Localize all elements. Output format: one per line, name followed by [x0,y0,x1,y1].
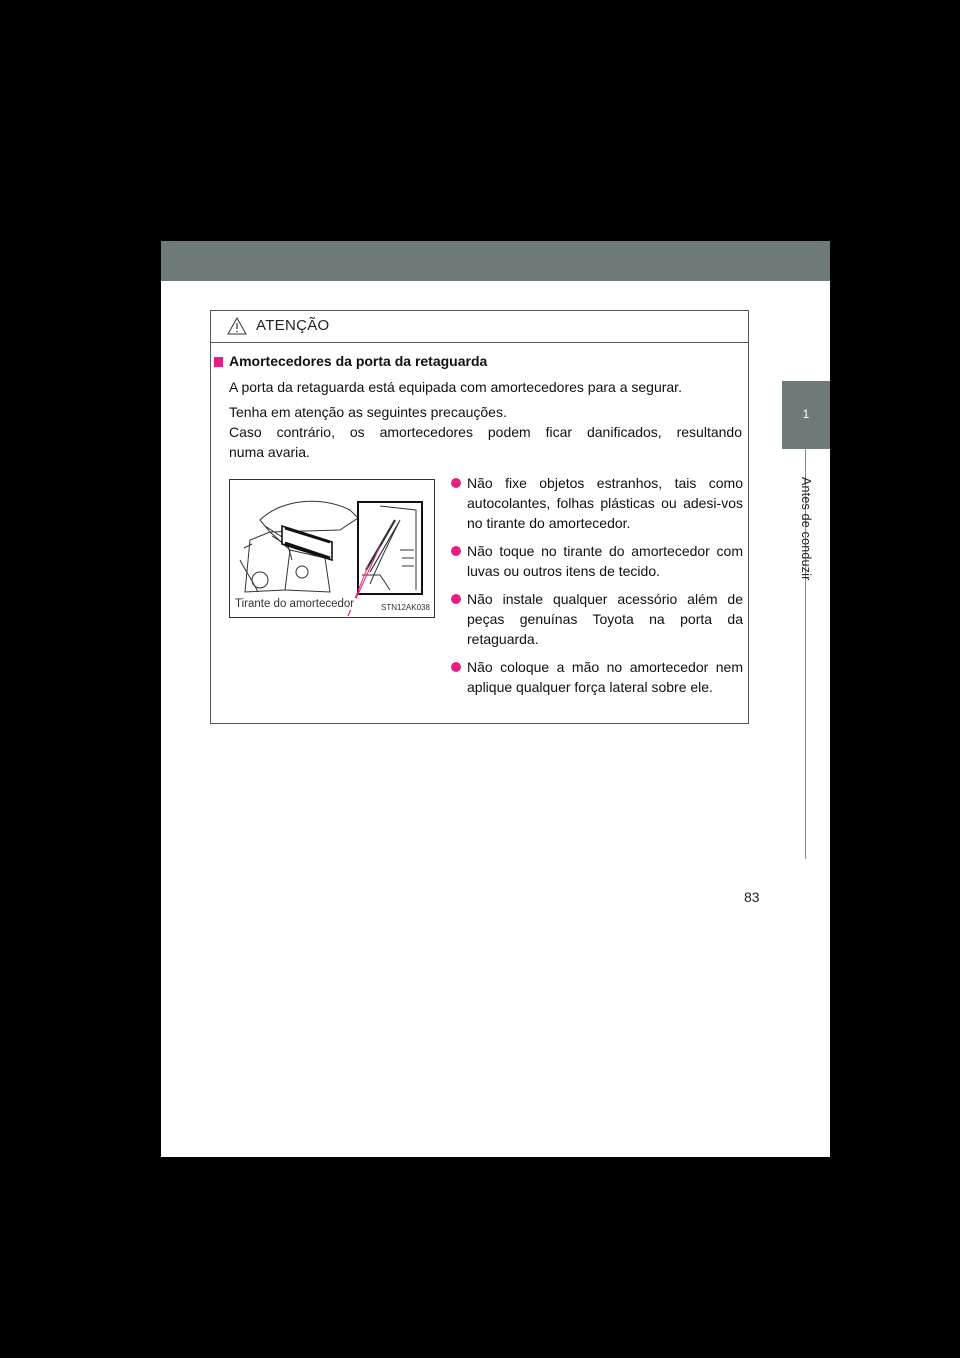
list-item-text: Não coloque a mão no amortecedor nem aplique qualquer força lateral sobre ele. [467,659,743,695]
bullet-dot-icon [451,478,461,488]
caution-title: ATENÇÃO [256,317,330,334]
list-item [447,541,743,581]
caution-header [211,311,748,343]
precaution-paragraph [229,402,742,462]
warning-triangle-icon [227,317,247,335]
damper-illustration [229,479,435,618]
list-item-text: Não fixe objetos estranhos, tais como autocolantes, folhas plásticas ou adesi-vos no tirante do amortecedor. [467,475,743,531]
precaution-list [447,473,743,705]
section-heading-text: Amortecedores da porta da retaguarda [229,353,488,369]
bullet-dot-icon [451,662,461,672]
caution-box [210,310,749,724]
list-item [447,657,743,697]
precaution-line-2: Caso contrário, os amortecedores podem ficar danificados, resultando [229,424,742,440]
square-bullet-icon [214,357,223,367]
precaution-line-3: numa avaria. [229,444,310,460]
chapter-number: 1 [802,407,810,421]
figure-caption: Tirante do amortecedor [235,598,355,610]
manual-page [161,241,830,1157]
chapter-tab [782,381,830,449]
figure-code: STN12AK038 [381,603,430,612]
page-number: 83 [744,889,760,905]
list-item-text: Não toque no tirante do amortecedor com luvas ou outros itens de tecido. [467,543,743,579]
list-item [447,589,743,649]
bullet-dot-icon [451,594,461,604]
header-band [161,241,830,281]
precaution-line-1: Tenha em atenção as seguintes precauções. [229,404,507,420]
list-item [447,473,743,533]
chapter-title-vertical [779,477,833,597]
chapter-title: Antes de conduzir [799,477,813,581]
section-heading [214,353,487,369]
intro-paragraph: A porta da retaguarda está equipada com amortecedores para a segurar. [229,379,682,395]
bullet-dot-icon [451,546,461,556]
list-item-text: Não instale qualquer acessório além de peças genuínas Toyota na porta da retaguarda. [467,591,743,647]
